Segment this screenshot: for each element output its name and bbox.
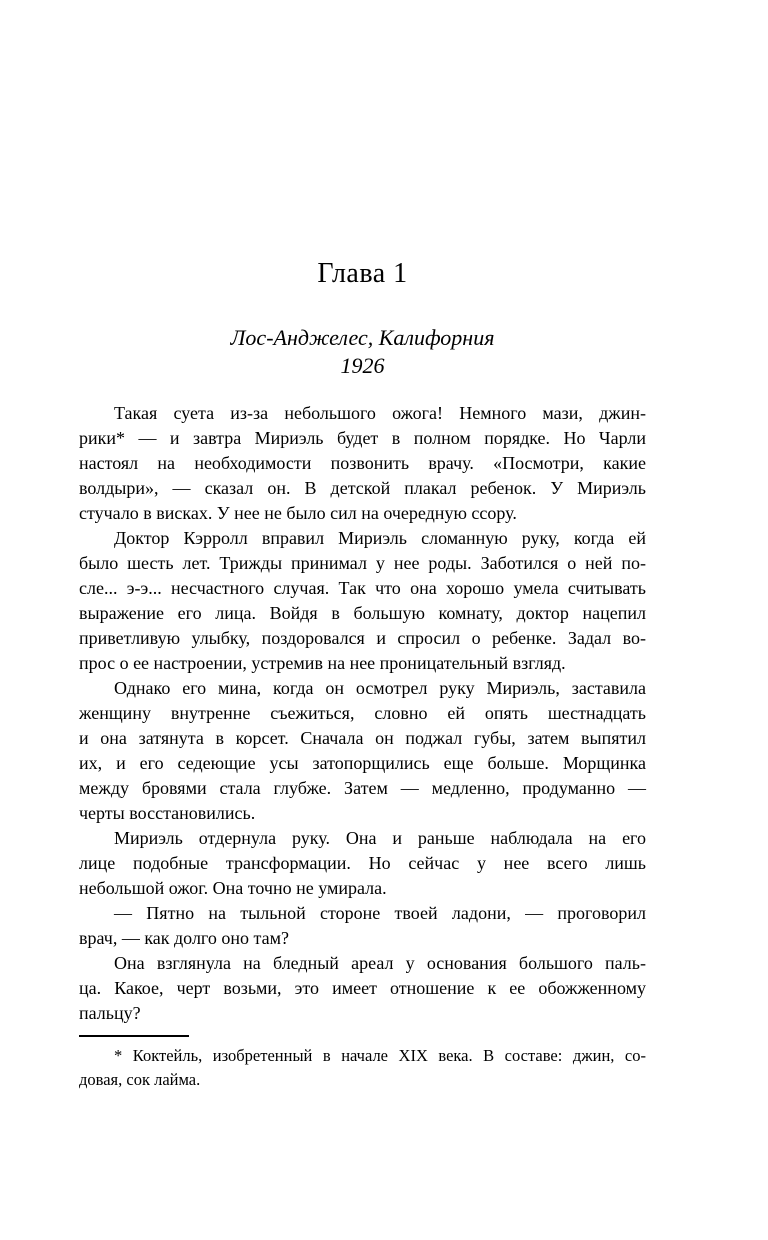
text-line: настоял на необходимости позвонить врачу. «Посмотри, какие — [79, 453, 646, 473]
text-line: и она затянута в корсет. Сначала он поджал губы, затем выпятил — [79, 728, 646, 748]
text-line: пальцу? — [79, 1003, 141, 1023]
text-line: врач, — как долго оно там? — [79, 928, 289, 948]
text-line: ца. Какое, черт возьми, это имеет отношение к ее обожженному — [79, 978, 646, 998]
paragraph — [79, 401, 646, 526]
text-line: Такая суета из-за небольшого ожога! Немного мази, джин- — [114, 403, 646, 423]
paragraph — [79, 526, 646, 676]
text-line: Однако его мина, когда он осмотрел руку Мириэль, заставила — [114, 678, 646, 698]
paragraph — [79, 901, 646, 951]
text-line: их, и его седеющие усы затопорщились еще больше. Морщинка — [79, 753, 646, 773]
footnote-line: * Коктейль, изобретенный в начале XIX века. В составе: джин, со- — [114, 1046, 646, 1065]
text-line: небольшой ожог. Она точно не умирала. — [79, 878, 387, 898]
text-column — [79, 0, 646, 1092]
text-line: лице подобные трансформации. Но сейчас у нее всего лишь — [79, 853, 646, 873]
text-line: Она взглянула на бледный ареал у основания большого паль- — [114, 953, 646, 973]
footnote-line: довая, сок лайма. — [79, 1070, 201, 1089]
text-line: было шесть лет. Трижды принимал у нее роды. Заботился о ней по- — [79, 553, 646, 573]
paragraph — [79, 826, 646, 901]
text-line: выражение его лица. Войдя в большую комнату, доктор нацепил — [79, 603, 646, 623]
text-line: черты восстановились. — [79, 803, 256, 823]
text-line: сле... э-э... несчастного случая. Так что она хорошо умела считывать — [79, 578, 646, 598]
chapter-year: 1926 — [340, 353, 385, 378]
text-line: — Пятно на тыльной стороне твоей ладони, — проговорил — [114, 903, 646, 923]
paragraph — [79, 951, 646, 1026]
text-line: приветливую улыбку, поздоровался и спросил о ребенке. Задал во- — [79, 628, 646, 648]
text-line: волдыри», — сказал он. В детской плакал ребенок. У Мириэль — [79, 478, 646, 498]
chapter-heading: Глава 1 — [317, 258, 408, 289]
body-text — [79, 401, 646, 1026]
text-line: женщину внутренне съежиться, словно ей опять шестнадцать — [79, 703, 646, 723]
text-line: рики* — и завтра Мириэль будет в полном порядке. Но Чарли — [79, 428, 646, 448]
text-line: между бровями стала глубже. Затем — медленно, продуманно — — [79, 778, 646, 798]
text-line: стучало в висках. У нее не было сил на очередную ссору. — [79, 503, 517, 523]
text-line: Доктор Кэрролл вправил Мириэль сломанную руку, когда ей — [114, 528, 646, 548]
paragraph — [79, 676, 646, 826]
text-line: прос о ее настроении, устремив на нее проницательный взгляд. — [79, 653, 566, 673]
text-line: Мириэль отдернула руку. Она и раньше наблюдала на его — [114, 828, 646, 848]
chapter-location: Лос-Анджелес, Калифорния — [230, 325, 495, 350]
footnote — [79, 1044, 646, 1092]
footnote-rule — [79, 1035, 189, 1037]
